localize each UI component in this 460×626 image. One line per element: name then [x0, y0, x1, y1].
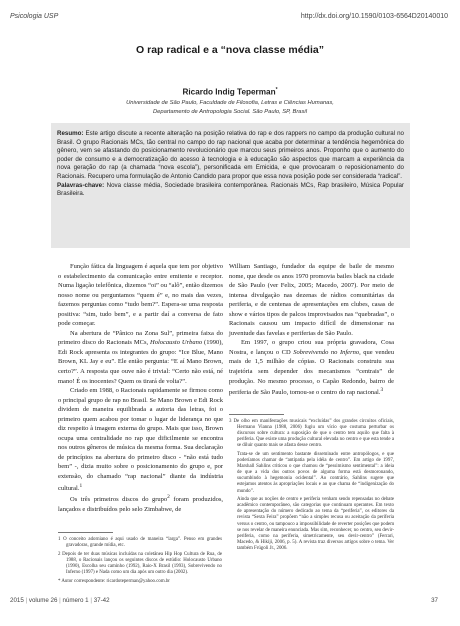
paragraph-text: Na abertura de “Pânico na Zona Sul”, primeira faixa do primeiro disco do Racionais MCs,	[58, 329, 223, 347]
paragraph-text: foram produzidos, lançados e distribuídos pelo selo Zimbabwe, de	[58, 496, 223, 513]
paragraph-text: Criado em 1988, o Racionais rapidamente se firmou como o principal grupo de rap no Brasil. Se Mano Brown e Edi Rock dividem de maneira equilibrada a autoria das letras, foi o primeiro quem acabou por tomar o lugar de liderança no que diz respeito à imagem externa do grupo. Mais que isso, Brown ocupa uma centralidade no rap que dificilmente se encontra nos outros gêneros de música da mesma forma. Sua declaração de princípios na abertura do primeiro disco - “não está tudo bem” -, dizia muito sobre o posicionamento do grupo e, por extensão, do chamado “rap nacional” diante da indústria cultural.	[58, 387, 223, 492]
separator: |	[90, 597, 92, 604]
doi-link[interactable]: http://dx.doi.org/10.1590/0103-6564D20140010	[300, 13, 448, 20]
footnotes-right	[229, 419, 394, 554]
footnote-author: * Autor correspondente: ricardoteperman@yahoo.com.br	[58, 578, 170, 584]
abstract-box	[51, 123, 410, 248]
abstract-text	[57, 130, 404, 182]
separator: |	[25, 597, 28, 604]
issue-year: 2015	[10, 597, 24, 604]
keywords-text: Nova classe média, Sociedade brasileira contemporânea. Racionais MCs, Rap brasileiro, Música Popular Brasileira.	[57, 181, 404, 198]
author-name	[0, 87, 460, 97]
paragraph	[58, 493, 223, 514]
footnote-continuation: Trata-se de um sentimento bastante disseminado entre antropólogos, e que poderíamos chamar de “antipatia pela idéia de centro”. Em artigo de 1997, Marshall Sahlins criticou o que chamou de “pessimismo sentimental”: a ideia de que a vida dos outros povos de alguma forma está desmoronando, sucumbindo à hegemonia ocidental”. Ao contrário, Sahlins sugere que estejamos atentos às apropriações locais e ao que chama de “indigenização do mundo”.	[237, 451, 394, 494]
abstract-body: Este artigo discute a recente alteração na posição relativa do rap e dos rappers no campo da produção cultural no Brasil. O grupo Racionais MCs, tão central no campo do rap nacional que acaba por determinar a tendência hegemônica do gênero, vem se afastando do posicionamento revolucionário que marcou seus primeiros anos. Proponho que o aumento do poder de consumo e a democratização do acesso à tecnologia e à educação são aspectos que marcam a experiência da nova geração do rap (a chamada “nova escola”), personificada em Emicida, e que provocaram o reposicionamento do Racionais. Recupero uma formulação de Antonio Candido para propor que essa nova posição pode ser considerada “radical”.	[57, 130, 404, 180]
album-title: Holocausto Urbano	[150, 339, 203, 347]
issue-pages: 37-42	[93, 597, 110, 604]
author-department: Departamento de Antropologia Social. São Paulo, SP, Brasil	[152, 109, 308, 115]
author-name-text: Ricardo Indig Teperman	[182, 87, 276, 97]
footnote-ref[interactable]: 1	[79, 482, 83, 489]
page-header	[0, 0, 460, 28]
issue-number: número 1	[62, 597, 89, 604]
body-column-right	[229, 262, 394, 398]
keywords-label: Palavras-chave:	[57, 181, 105, 189]
footnote-divider	[229, 414, 284, 415]
footnote-ref[interactable]: 2	[167, 494, 170, 501]
paragraph	[229, 338, 394, 397]
issue-volume: volume 26	[28, 597, 58, 604]
keywords	[57, 182, 404, 199]
paragraph-text: Em 1997, o grupo criou sua própria gravadora, Cosa Nostra, e lançou o CD	[229, 339, 394, 356]
footnote: 1 O conceito adorniano é aqui usado de maneira “larga”. Penso em grandes gravadoras, grande mídia, etc.	[58, 537, 222, 549]
issue-info	[10, 597, 110, 604]
abstract-label: Resumo:	[57, 130, 84, 137]
paragraph	[58, 386, 223, 493]
separator: |	[59, 597, 61, 604]
footnote-ref[interactable]: 3	[380, 387, 384, 394]
paragraph-text: , que vendeu mais de 1,5 milhão de cópias. O Racionais construiu sua trajetória sem depender dos mecanismos “centrais” de produção. No mesmo processo, o Capão Redondo, bairro de periferia de São Paulo, tornou-se o centro do rap nacional.	[229, 348, 394, 397]
paragraph: Função fática da linguagem é aquela que tem por objetivo o estabelecimento da comunicação entre emitente e receptor. Numa ligação telefônica, dizemos “oi” ou “alô”, então dizemos nosso nome ou perguntamos “quem é” e, no mais das vezes, fazemos perguntas como “tudo bem?”. Espera-se uma resposta positiva: “sim, tudo bem”, e a partir daí a conversa de fato pode começar.	[58, 263, 223, 328]
footnote: 2 Depois de ter duas músicas incluídas na coletânea Hip Hop Cultura de Rua, de 1988, o Racionais lançou os seguintes discos de estúdio: Holocausto Urbano (1990), Escolha seu caminho (1992), Raio-X Brasil (1993), Sobrevivendo no Inferno (1997) e Nada como um dia após um outro dia (2002).	[58, 551, 222, 575]
journal-name: Psicologia USP	[10, 13, 59, 20]
article-title: O rap radical e a “nova classe média”	[136, 44, 324, 56]
author-affiliation: Universidade de São Paulo, Faculdade de Filosofia, Letras e Ciências Humanas,	[126, 100, 334, 106]
paragraph	[58, 329, 223, 386]
album-title: Sobrevivendo no Inferno	[293, 348, 360, 356]
body-column-left	[58, 262, 223, 515]
page-number: 37	[431, 597, 438, 604]
footnote: 3 De olho em manifestações musicais “excluídas” dos grandes circuitos oficiais, Hermano Vianna (1988, 2006) fugiu um vício que costuma perturbar os discursos sobre cultura: a suposição de que o centro tem aquilo que falta à periferia. Que existe uma produção cultural elevada no centro e que esta tende a se diluir quanto mais se afasta desse centro.	[229, 419, 394, 449]
paragraph-text: (1990), Edi Rock apresenta os integrantes do grupo: “Ice Blue, Mano Brown, KL Jay e eu”. Ele então pergunta: “E aí Mano Brown, certo?”. A resposta que ouve não é trivial: “Certo não está, né mano! É os inocentes? Quem os tirará de volta?”.	[58, 339, 223, 385]
footnote-divider	[58, 532, 113, 533]
footnote-continuation: Ainda que as noções de centro e periferia venham sendo repensadas no debate acadêmico contemporâneo, são categorias que continuam operantes. Em texto de apresentação do número dedicado ao tema da “periferia”, os editores da revista “Sexta Feira” propõem “não a simples recusa ou aceitação da periferia versus o centro, ou tampouco a impossibilidade de reverter posições que podem se nos revelar de maneira enunciada. Mas sim, reconhecer, no centro, seu devir-periferia, como na periferia, simetricamente, seu devir-centro” (Ferrari, Macedo, & Hikiji, 2006, p. 5). A revista traz diversos artigos sobre o tema. Ver também Frúgoli Jr., 2006.	[237, 497, 394, 551]
author-footnote-mark: *	[275, 87, 278, 93]
footnotes-left	[58, 537, 222, 587]
paragraph-text: Os três primeiros discos do grupo	[70, 496, 168, 504]
paragraph: William Santiago, fundador da equipe de baile de mesmo nome, que desde os anos 1970 promovia bailes black na cidade de São Paulo (ver Felix, 2005; Macedo, 2007). Por meio de intensa divulgação nas dezenas de rádios comunitárias da periferia, e de centenas de apresentações em clubes, casas de show e vários tipos de palcos improvisados nas “quebradas”, o Racionais causou um impacto difícil de dimensionar na juventude das favelas e periferias de São Paulo.	[229, 263, 394, 337]
